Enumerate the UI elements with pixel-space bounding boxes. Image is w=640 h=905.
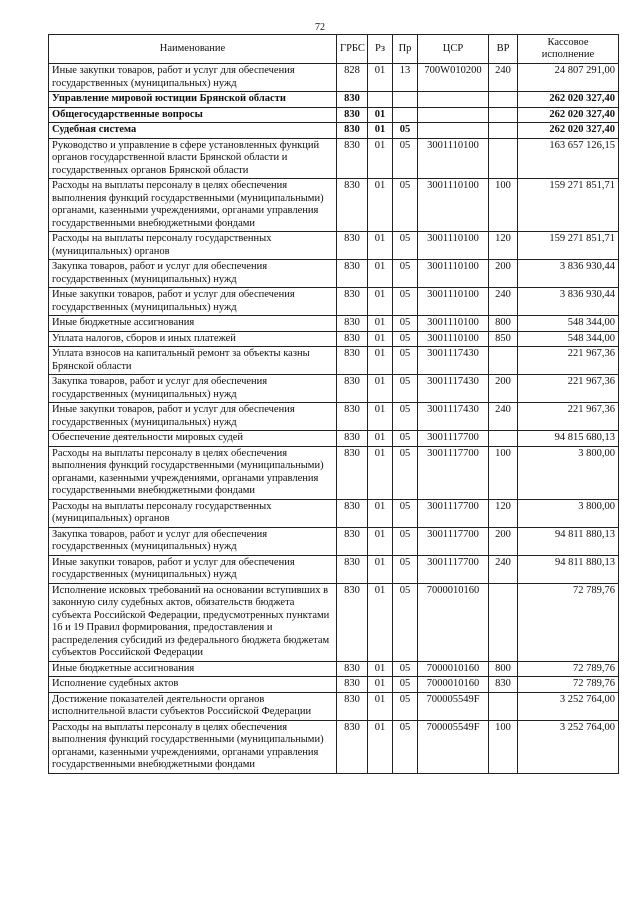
cell-rz: 01 [368, 583, 393, 661]
cell-csr: 700005549F [418, 720, 489, 773]
header-sum: Кассовое исполнение [518, 35, 619, 64]
cell-grbs: 828 [337, 64, 368, 92]
table-row [49, 316, 619, 332]
cell-csr: 3001117700 [418, 499, 489, 527]
cell-pr: 05 [393, 347, 418, 375]
cell-grbs: 830 [337, 123, 368, 139]
cell-grbs: 830 [337, 288, 368, 316]
cell-grbs: 830 [337, 583, 368, 661]
cell-csr [418, 92, 489, 108]
cell-pr: 05 [393, 677, 418, 693]
cell-rz: 01 [368, 431, 393, 447]
cell-rz: 01 [368, 64, 393, 92]
cell-name: Расходы на выплаты персоналу в целях обеспечения выполнения функций государственными (муниципальными) органами, казенными учреждениями, органами управления государственными внебюджетными фондами [49, 720, 337, 773]
cell-csr: 3001117700 [418, 527, 489, 555]
cell-name: Иные бюджетные ассигнования [49, 661, 337, 677]
cell-vr [489, 92, 518, 108]
cell-name: Закупка товаров, работ и услуг для обеспечения государственных (муниципальных) нужд [49, 375, 337, 403]
cell-csr [418, 107, 489, 123]
cell-sum: 159 271 851,71 [518, 179, 619, 232]
cell-rz: 01 [368, 555, 393, 583]
cell-pr: 05 [393, 555, 418, 583]
table-row [49, 331, 619, 347]
cell-name: Иные закупки товаров, работ и услуг для обеспечения государственных (муниципальных) нужд [49, 64, 337, 92]
cell-csr: 3001110100 [418, 179, 489, 232]
cell-vr: 100 [489, 179, 518, 232]
table-row [49, 107, 619, 123]
cell-sum: 262 020 327,40 [518, 123, 619, 139]
cell-rz: 01 [368, 403, 393, 431]
cell-csr: 3001110100 [418, 260, 489, 288]
table-row [49, 232, 619, 260]
table-row [49, 64, 619, 92]
cell-csr: 3001117700 [418, 446, 489, 499]
header-pr: Пр [393, 35, 418, 64]
cell-name: Закупка товаров, работ и услуг для обеспечения государственных (муниципальных) нужд [49, 527, 337, 555]
cell-name: Исполнение судебных актов [49, 677, 337, 693]
cell-vr: 850 [489, 331, 518, 347]
cell-sum: 72 789,76 [518, 677, 619, 693]
table-row [49, 138, 619, 179]
cell-vr [489, 431, 518, 447]
cell-rz: 01 [368, 331, 393, 347]
cell-name: Исполнение исковых требований на основании вступивших в законную силу судебных актов, обязательств бюджета субъекта Российской Федерации, предусмотренных пунктами 16 и 19 Правил формирования, предоставления и распределения субсидий из федерального бюджета бюджетам субъектов Российской Федерации [49, 583, 337, 661]
cell-pr: 05 [393, 375, 418, 403]
table-row [49, 720, 619, 773]
cell-sum: 94 811 880,13 [518, 555, 619, 583]
cell-sum: 94 815 680,13 [518, 431, 619, 447]
cell-pr: 05 [393, 123, 418, 139]
table-row [49, 527, 619, 555]
cell-csr: 7000010160 [418, 677, 489, 693]
cell-grbs: 830 [337, 692, 368, 720]
cell-rz: 01 [368, 316, 393, 332]
cell-sum: 3 836 930,44 [518, 288, 619, 316]
cell-rz: 01 [368, 288, 393, 316]
cell-vr [489, 692, 518, 720]
cell-grbs: 830 [337, 331, 368, 347]
cell-sum: 24 807 291,00 [518, 64, 619, 92]
table-row [49, 431, 619, 447]
cell-pr: 05 [393, 527, 418, 555]
table-row [49, 661, 619, 677]
cell-rz: 01 [368, 692, 393, 720]
header-rz: Рз [368, 35, 393, 64]
cell-grbs: 830 [337, 92, 368, 108]
cell-vr [489, 107, 518, 123]
cell-pr: 05 [393, 583, 418, 661]
cell-sum: 3 836 930,44 [518, 260, 619, 288]
cell-csr: 3001110100 [418, 316, 489, 332]
cell-vr: 830 [489, 677, 518, 693]
cell-pr [393, 92, 418, 108]
cell-grbs: 830 [337, 232, 368, 260]
cell-name: Общегосударственные вопросы [49, 107, 337, 123]
cell-sum: 159 271 851,71 [518, 232, 619, 260]
cell-vr: 240 [489, 403, 518, 431]
cell-pr: 05 [393, 138, 418, 179]
cell-name: Управление мировой юстиции Брянской области [49, 92, 337, 108]
cell-sum: 221 967,36 [518, 403, 619, 431]
cell-vr [489, 138, 518, 179]
cell-pr: 05 [393, 431, 418, 447]
cell-sum: 548 344,00 [518, 316, 619, 332]
cell-sum: 3 252 764,00 [518, 692, 619, 720]
cell-pr: 05 [393, 331, 418, 347]
cell-pr: 05 [393, 692, 418, 720]
cell-pr: 05 [393, 499, 418, 527]
cell-vr: 100 [489, 446, 518, 499]
cell-name: Расходы на выплаты персоналу государственных (муниципальных) органов [49, 232, 337, 260]
cell-name: Иные закупки товаров, работ и услуг для обеспечения государственных (муниципальных) нужд [49, 288, 337, 316]
cell-vr [489, 347, 518, 375]
cell-pr: 05 [393, 446, 418, 499]
cell-csr: 7000010160 [418, 661, 489, 677]
cell-pr: 05 [393, 288, 418, 316]
cell-csr [418, 123, 489, 139]
cell-vr [489, 583, 518, 661]
cell-grbs: 830 [337, 316, 368, 332]
cell-grbs: 830 [337, 375, 368, 403]
cell-csr: 700W010200 [418, 64, 489, 92]
cell-name: Иные бюджетные ассигнования [49, 316, 337, 332]
cell-name: Уплата взносов на капитальный ремонт за объекты казны Брянской области [49, 347, 337, 375]
cell-vr: 240 [489, 288, 518, 316]
cell-name: Расходы на выплаты персоналу в целях обеспечения выполнения функций государственными (муниципальными) органами, казенными учреждениями, органами управления государственными внебюджетными фондами [49, 446, 337, 499]
cell-grbs: 830 [337, 720, 368, 773]
cell-grbs: 830 [337, 555, 368, 583]
header-csr: ЦСР [418, 35, 489, 64]
cell-vr: 200 [489, 260, 518, 288]
cell-vr: 240 [489, 64, 518, 92]
cell-grbs: 830 [337, 661, 368, 677]
cell-sum: 163 657 126,15 [518, 138, 619, 179]
cell-csr: 700005549F [418, 692, 489, 720]
table-row [49, 123, 619, 139]
cell-csr: 3001110100 [418, 288, 489, 316]
table-row [49, 692, 619, 720]
cell-grbs: 830 [337, 347, 368, 375]
cell-rz: 01 [368, 347, 393, 375]
table-row [49, 446, 619, 499]
cell-vr: 800 [489, 316, 518, 332]
cell-name: Руководство и управление в сфере установленных функций органов государственной власти Брянской области и государственных органов Брянской области [49, 138, 337, 179]
cell-sum: 72 789,76 [518, 661, 619, 677]
cell-rz: 01 [368, 107, 393, 123]
cell-grbs: 830 [337, 677, 368, 693]
cell-sum: 72 789,76 [518, 583, 619, 661]
cell-rz: 01 [368, 375, 393, 403]
cell-name: Уплата налогов, сборов и иных платежей [49, 331, 337, 347]
table-row [49, 288, 619, 316]
cell-rz: 01 [368, 527, 393, 555]
cell-vr: 200 [489, 375, 518, 403]
table-row [49, 555, 619, 583]
table-row [49, 92, 619, 108]
cell-name: Расходы на выплаты персоналу государственных (муниципальных) органов [49, 499, 337, 527]
cell-pr: 13 [393, 64, 418, 92]
cell-rz: 01 [368, 232, 393, 260]
header-grbs: ГРБС [337, 35, 368, 64]
cell-vr: 240 [489, 555, 518, 583]
cell-name: Иные закупки товаров, работ и услуг для обеспечения государственных (муниципальных) нужд [49, 555, 337, 583]
cell-sum: 3 252 764,00 [518, 720, 619, 773]
table-row [49, 260, 619, 288]
cell-sum: 221 967,36 [518, 347, 619, 375]
cell-sum: 262 020 327,40 [518, 92, 619, 108]
cell-pr [393, 107, 418, 123]
cell-grbs: 830 [337, 179, 368, 232]
cell-rz: 01 [368, 260, 393, 288]
cell-rz [368, 92, 393, 108]
table-row [49, 375, 619, 403]
cell-vr: 100 [489, 720, 518, 773]
table-row [49, 347, 619, 375]
cell-name: Закупка товаров, работ и услуг для обеспечения государственных (муниципальных) нужд [49, 260, 337, 288]
table-row [49, 677, 619, 693]
cell-vr: 120 [489, 499, 518, 527]
table-row [49, 499, 619, 527]
header-name: Наименование [49, 35, 337, 64]
cell-grbs: 830 [337, 527, 368, 555]
cell-rz: 01 [368, 138, 393, 179]
cell-grbs: 830 [337, 499, 368, 527]
cell-sum: 548 344,00 [518, 331, 619, 347]
cell-pr: 05 [393, 232, 418, 260]
cell-grbs: 830 [337, 431, 368, 447]
cell-grbs: 830 [337, 403, 368, 431]
budget-execution-table [48, 34, 619, 774]
cell-grbs: 830 [337, 446, 368, 499]
cell-rz: 01 [368, 446, 393, 499]
cell-vr: 800 [489, 661, 518, 677]
cell-name: Расходы на выплаты персоналу в целях обеспечения выполнения функций государственными (муниципальными) органами, казенными учреждениями, органами управления государственными внебюджетными фондами [49, 179, 337, 232]
cell-rz: 01 [368, 179, 393, 232]
cell-pr: 05 [393, 403, 418, 431]
cell-csr: 3001110100 [418, 232, 489, 260]
cell-csr: 3001117430 [418, 347, 489, 375]
cell-vr: 120 [489, 232, 518, 260]
cell-csr: 3001110100 [418, 138, 489, 179]
page-number: 72 [315, 22, 325, 33]
cell-csr: 3001117700 [418, 555, 489, 583]
cell-sum: 262 020 327,40 [518, 107, 619, 123]
cell-csr: 7000010160 [418, 583, 489, 661]
cell-rz: 01 [368, 720, 393, 773]
cell-grbs: 830 [337, 260, 368, 288]
cell-sum: 3 800,00 [518, 499, 619, 527]
header-vr: ВР [489, 35, 518, 64]
cell-name: Судебная система [49, 123, 337, 139]
cell-name: Иные закупки товаров, работ и услуг для обеспечения государственных (муниципальных) нужд [49, 403, 337, 431]
cell-pr: 05 [393, 661, 418, 677]
cell-rz: 01 [368, 499, 393, 527]
cell-vr [489, 123, 518, 139]
cell-sum: 221 967,36 [518, 375, 619, 403]
cell-vr: 200 [489, 527, 518, 555]
cell-rz: 01 [368, 661, 393, 677]
table-row [49, 403, 619, 431]
cell-pr: 05 [393, 260, 418, 288]
cell-csr: 3001110100 [418, 331, 489, 347]
cell-csr: 3001117430 [418, 403, 489, 431]
cell-rz: 01 [368, 677, 393, 693]
cell-name: Достижение показателей деятельности органов исполнительной власти субъектов Российской Федерации [49, 692, 337, 720]
cell-name: Обеспечение деятельности мировых судей [49, 431, 337, 447]
cell-csr: 3001117430 [418, 375, 489, 403]
cell-pr: 05 [393, 179, 418, 232]
cell-pr: 05 [393, 316, 418, 332]
cell-sum: 94 811 880,13 [518, 527, 619, 555]
cell-grbs: 830 [337, 138, 368, 179]
cell-csr: 3001117700 [418, 431, 489, 447]
cell-pr: 05 [393, 720, 418, 773]
table-row [49, 583, 619, 661]
cell-grbs: 830 [337, 107, 368, 123]
cell-rz: 01 [368, 123, 393, 139]
table-header-row [49, 35, 619, 64]
table-row [49, 179, 619, 232]
cell-sum: 3 800,00 [518, 446, 619, 499]
